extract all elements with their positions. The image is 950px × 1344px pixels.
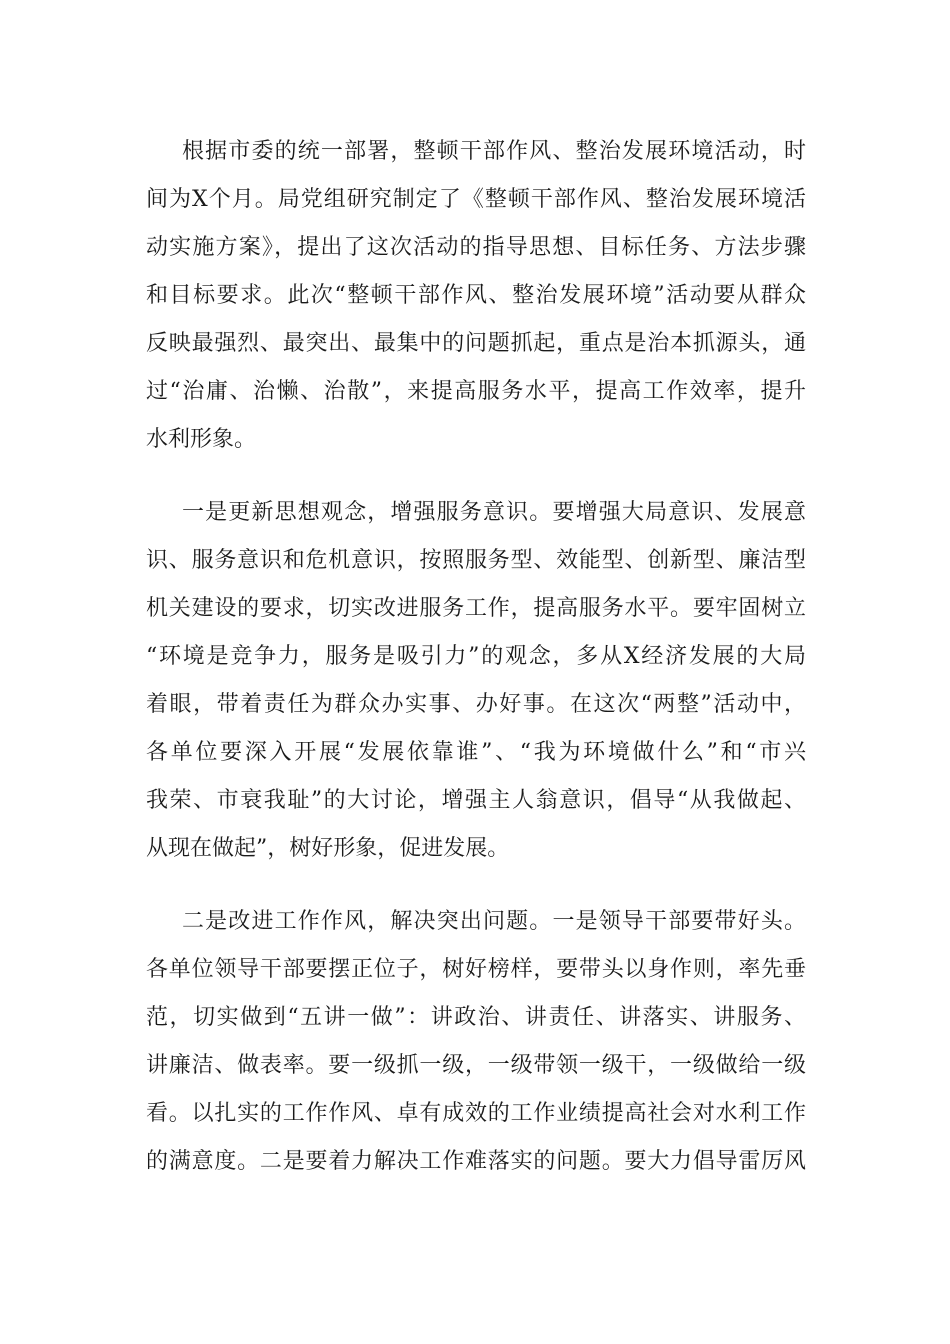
paragraph-2-line-7: 我荣、市衰我耻”的大讨论，增强主人翁意识，倡导“从我做起、 [146, 788, 806, 813]
paragraph-3-line-4: 讲廉洁、做表率。要一级抓一级，一级带领一级干，一级做给一级 [146, 1053, 806, 1078]
paragraph-1-line-2: 间为X个月。局党组研究制定了《整顿干部作风、整治发展环境活 [146, 187, 806, 212]
paragraph-1-line-1: 根据市委的统一部署，整顿干部作风、整治发展环境活动，时 [182, 139, 806, 164]
paragraph-2-line-8: 从现在做起”，树好形象，促进发展。 [146, 836, 510, 861]
paragraph-1-line-3: 动实施方案》，提出了这次活动的指导思想、目标任务、方法步骤 [146, 235, 806, 260]
paragraph-2-line-3: 机关建设的要求，切实改进服务工作，提高服务水平。要牢固树立 [146, 596, 806, 621]
paragraph-1-line-5: 反映最强烈、最突出、最集中的问题抓起，重点是治本抓源头，通 [146, 331, 806, 356]
paragraph-2-line-5: 着眼，带着责任为群众办实事、办好事。在这次“两整”活动中， [146, 692, 806, 717]
paragraph-1-line-4: 和目标要求。此次“整顿干部作风、整治发展环境”活动要从群众 [146, 283, 806, 308]
paragraph-2-line-2: 识、服务意识和危机意识，按照服务型、效能型、创新型、廉洁型 [146, 548, 806, 573]
paragraph-3-line-5: 看。以扎实的工作作风、卓有成效的工作业绩提高社会对水利工作 [146, 1101, 806, 1126]
paragraph-3-line-1: 二是改进工作作风，解决突出问题。一是领导干部要带好头。 [182, 909, 806, 934]
paragraph-2-line-6: 各单位要深入开展“发展依靠谁”、“我为环境做什么”和“市兴 [146, 740, 806, 765]
paragraph-1-line-6: 过“治庸、治懒、治散”，来提高服务水平，提高工作效率，提升 [146, 379, 806, 404]
paragraph-2-line-4: “环境是竞争力，服务是吸引力”的观念，多从X经济发展的大局 [146, 644, 806, 669]
paragraph-3-line-2: 各单位领导干部要摆正位子，树好榜样，要带头以身作则，率先垂 [146, 957, 806, 982]
paragraph-1-line-7: 水利形象。 [146, 427, 257, 452]
paragraph-2-line-1: 一是更新思想观念，增强服务意识。要增强大局意识、发展意 [182, 500, 806, 525]
paragraph-3-line-6: 的满意度。二是要着力解决工作难落实的问题。要大力倡导雷厉风 [146, 1149, 806, 1174]
paragraph-3-line-3: 范，切实做到“五讲一做”：讲政治、讲责任、讲落实、讲服务、 [146, 1005, 806, 1030]
